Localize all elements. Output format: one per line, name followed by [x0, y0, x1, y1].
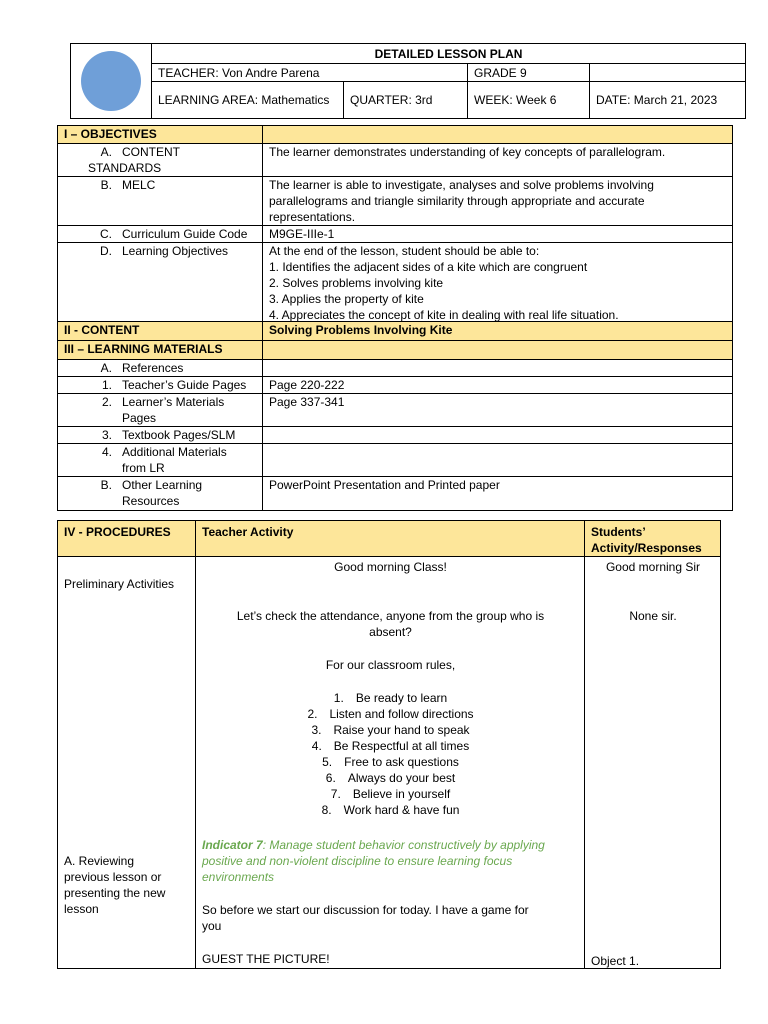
label: presenting the new: [64, 886, 166, 900]
learners-materials-label: [58, 394, 263, 427]
objective-line: 1. Identifies the adjacent sides of a kite which are congruent: [269, 260, 588, 274]
text: absent?: [369, 625, 412, 639]
grade-level: GRADE 9: [468, 64, 590, 82]
rule-number: 7.: [330, 787, 341, 801]
number: 1.: [101, 378, 112, 392]
procedures-heading: IV - PROCEDURES: [58, 521, 196, 557]
melc-line: The learner is able to investigate, analyses and solve problems involving: [269, 178, 654, 192]
students-activity-heading: [585, 521, 721, 557]
quarter: QUARTER: 3rd: [344, 82, 468, 119]
content-topic: Solving Problems Involving Kite: [263, 322, 733, 341]
rule-number: 4.: [311, 739, 322, 753]
teachers-guide-pages: Page 220-222: [263, 377, 733, 394]
teacher-name: TEACHER: Von Andre Parena: [152, 64, 468, 82]
rule-text: Listen and follow directions: [329, 707, 474, 721]
references-label: [58, 360, 263, 377]
text: positive and non-violent discipline to ensure learning focus: [202, 854, 513, 868]
additional-materials-label: [58, 444, 263, 477]
rule-number: 3.: [311, 723, 322, 737]
rule-text: Raise your hand to speak: [333, 723, 470, 737]
label: Learning Objectives: [122, 244, 229, 258]
rules-intro: For our classroom rules,: [325, 658, 456, 672]
text: So before we start our discussion for today. I have a game for: [202, 903, 529, 917]
label: Curriculum Guide Code: [122, 227, 248, 241]
content-heading: II - CONTENT: [58, 322, 263, 341]
learning-area: LEARNING AREA: Mathematics: [152, 82, 344, 119]
date: DATE: March 21, 2023: [590, 82, 746, 119]
rule-number: 6.: [325, 771, 336, 785]
label: Teacher’s Guide Pages: [122, 378, 247, 392]
label: previous lesson or: [64, 870, 162, 884]
number: 2.: [101, 395, 112, 409]
teacher-activity-heading: Teacher Activity: [196, 521, 585, 557]
rules-list: [196, 690, 585, 818]
greeting-response: Good morning Sir: [605, 560, 701, 574]
label: Textbook Pages/SLM: [122, 428, 236, 442]
students-response-cell: [585, 557, 721, 969]
label: References: [122, 361, 184, 375]
game-intro: [202, 902, 582, 934]
blank: [263, 341, 733, 360]
object-response: Object 1.: [591, 954, 640, 968]
lesson-plan-title: DETAILED LESSON PLAN: [152, 44, 746, 64]
rule-number: 1.: [333, 691, 344, 705]
objective-line: At the end of the lesson, student should be able to:: [269, 244, 540, 258]
curriculum-guide-code: M9GE-IIIe-1: [263, 226, 733, 243]
number: 3.: [101, 428, 112, 442]
attendance-question: [196, 608, 585, 640]
logo-circle: [81, 51, 141, 111]
reviewing-lesson-label: [64, 853, 194, 917]
rule-text: Always do your best: [347, 771, 456, 785]
letter: D.: [100, 244, 112, 258]
label: from LR: [122, 461, 165, 475]
indicator-note: [202, 837, 582, 885]
label: CONTENT STANDARDS: [88, 145, 180, 175]
indicator-label: Indicator 7: [202, 838, 263, 852]
learning-objectives-value: [263, 243, 733, 325]
classroom-rule: [196, 738, 585, 754]
objective-line: 2. Solves problems involving kite: [269, 276, 444, 290]
attendance-response: None sir.: [629, 609, 677, 623]
classroom-rule: [196, 770, 585, 786]
rule-number: 5.: [322, 755, 333, 769]
objective-line: 4. Appreciates the concept of kite in dealing with real life situation.: [269, 308, 619, 322]
text: you: [202, 919, 222, 933]
melc-line: representations.: [269, 210, 356, 224]
letter: A.: [100, 361, 112, 375]
week: WEEK: Week 6: [468, 82, 590, 119]
classroom-rule: [196, 802, 585, 818]
blank: [263, 360, 733, 377]
letter: B.: [100, 178, 112, 192]
objectives-heading-blank: [263, 126, 733, 144]
objectives-table: [57, 125, 733, 325]
rule-text: Believe in yourself: [352, 787, 451, 801]
label: Pages: [122, 411, 157, 425]
objective-line: 3. Applies the property of kite: [269, 292, 424, 306]
melc-value: [263, 177, 733, 226]
rule-text: Work hard & have fun: [343, 803, 460, 817]
logo-cell: [71, 44, 152, 119]
guess-the-picture: GUEST THE PICTURE!: [202, 952, 330, 966]
label: A. Reviewing: [64, 854, 135, 868]
classroom-rule: [196, 690, 585, 706]
label: lesson: [64, 902, 99, 916]
other-resources-label: [58, 477, 263, 511]
content-standards-value: The learner demonstrates understanding of key concepts of parallelogram.: [263, 144, 733, 177]
teachers-guide-label: [58, 377, 263, 394]
letter: A.: [100, 145, 112, 159]
blank: [263, 444, 733, 477]
objectives-heading: I – OBJECTIVES: [58, 126, 263, 144]
procedure-stage-cell: [58, 557, 196, 969]
number: 4.: [101, 445, 112, 459]
classroom-rule: [196, 786, 585, 802]
rule-text: Be ready to learn: [355, 691, 448, 705]
classroom-rule: [196, 706, 585, 722]
melc-label: [58, 177, 263, 226]
label: Additional Materials: [122, 445, 227, 459]
procedures-table: [57, 520, 721, 969]
text: : Manage student behavior constructively by applying: [262, 838, 545, 852]
content-table: [57, 321, 733, 511]
classroom-rule: [196, 722, 585, 738]
greeting: Good morning Class!: [334, 560, 447, 574]
label: Resources: [122, 494, 180, 508]
letter: C.: [100, 227, 112, 241]
label: Other Learning: [122, 478, 203, 492]
letter: B.: [100, 478, 112, 492]
preliminary-activities: Preliminary Activities: [64, 577, 175, 591]
text: environments: [202, 870, 275, 884]
content-standards-label: [58, 144, 263, 177]
melc-line: parallelograms and triangle similarity through appropriate and accurate: [269, 194, 645, 208]
text: Let’s check the attendance, anyone from the group who is: [236, 609, 545, 623]
rule-text: Be Respectful at all times: [333, 739, 470, 753]
other-resources-value: PowerPoint Presentation and Printed paper: [263, 477, 733, 511]
header-table: [70, 43, 746, 119]
label: Students’: [591, 525, 646, 539]
rule-text: Free to ask questions: [344, 755, 459, 769]
curriculum-guide-label: [58, 226, 263, 243]
classroom-rule: [196, 754, 585, 770]
textbook-pages-label: [58, 427, 263, 444]
learning-objectives-label: [58, 243, 263, 325]
learning-materials-heading: III – LEARNING MATERIALS: [58, 341, 263, 360]
learners-materials-pages: Page 337-341: [263, 394, 733, 427]
empty-cell: [590, 64, 746, 82]
rule-number: 8.: [321, 803, 332, 817]
teacher-activity-cell: [196, 557, 585, 969]
rule-number: 2.: [307, 707, 318, 721]
label: Activity/Responses: [591, 541, 702, 555]
blank: [263, 427, 733, 444]
label: Learner’s Materials: [122, 395, 225, 409]
label: MELC: [122, 178, 156, 192]
